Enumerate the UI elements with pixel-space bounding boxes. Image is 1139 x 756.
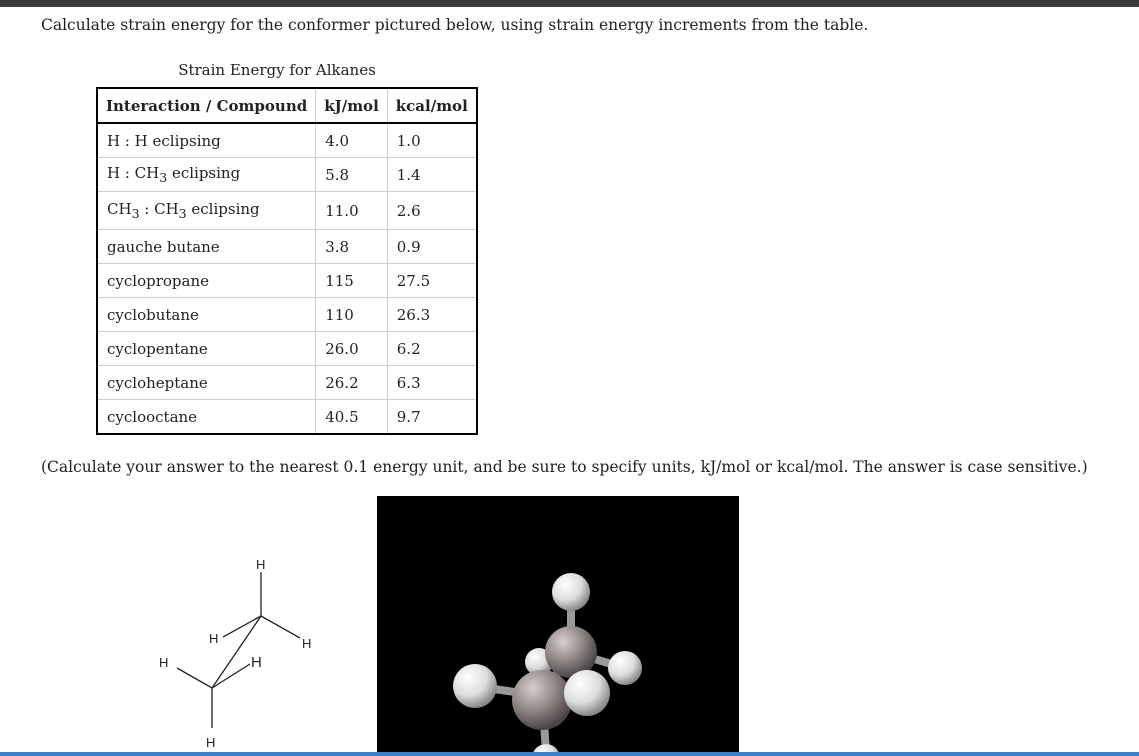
interaction-text: H : CH bbox=[107, 164, 160, 182]
kcal-cell: 26.3 bbox=[387, 298, 477, 332]
interaction-cell: gauche butane bbox=[97, 230, 316, 264]
hydrogen-label: H bbox=[251, 654, 262, 671]
sawhorse-structure bbox=[140, 545, 340, 756]
header-kcal: kcal/mol bbox=[387, 88, 477, 123]
bond bbox=[223, 616, 261, 637]
kj-cell: 26.2 bbox=[316, 366, 388, 400]
table-row bbox=[97, 366, 477, 400]
kj-cell: 26.0 bbox=[316, 332, 388, 366]
hydrogen-label: H bbox=[159, 655, 169, 670]
molecule-3d-viewer[interactable] bbox=[377, 496, 739, 756]
interaction-text: : CH bbox=[139, 200, 179, 218]
interaction-cell: cyclobutane bbox=[97, 298, 316, 332]
table-row bbox=[97, 192, 477, 230]
bond bbox=[177, 668, 212, 688]
kcal-cell: 6.2 bbox=[387, 332, 477, 366]
interaction-cell: cyclopropane bbox=[97, 264, 316, 298]
kcal-cell: 6.3 bbox=[387, 366, 477, 400]
kj-cell: 5.8 bbox=[316, 158, 388, 192]
bond bbox=[212, 664, 250, 688]
hydrogen-label: H bbox=[206, 735, 216, 750]
interaction-cell: cyclopentane bbox=[97, 332, 316, 366]
ethane-ball-and-stick-model bbox=[377, 496, 739, 756]
table-caption: Strain Energy for Alkanes bbox=[178, 61, 376, 79]
kj-cell: 110 bbox=[316, 298, 388, 332]
subscript-3: 3 bbox=[178, 206, 187, 221]
top-toolbar bbox=[0, 0, 1139, 7]
header-kj: kJ/mol bbox=[316, 88, 388, 123]
bond bbox=[212, 616, 261, 688]
hydrogen-atom bbox=[453, 664, 497, 708]
kcal-cell: 0.9 bbox=[387, 230, 477, 264]
interaction-cell: cycloheptane bbox=[97, 366, 316, 400]
interaction-cell bbox=[97, 192, 316, 230]
hydrogen-label: H bbox=[209, 631, 219, 646]
kcal-cell: 2.6 bbox=[387, 192, 477, 230]
table-row bbox=[97, 332, 477, 366]
hydrogen-atom bbox=[608, 651, 642, 685]
kcal-cell: 1.4 bbox=[387, 158, 477, 192]
carbon-atom bbox=[512, 670, 572, 730]
question-text: Calculate strain energy for the conformer pictured below, using strain energy increments from the table. bbox=[41, 16, 869, 34]
table-row bbox=[97, 230, 477, 264]
strain-energy-table bbox=[96, 87, 478, 435]
table-row bbox=[97, 158, 477, 192]
kj-cell: 115 bbox=[316, 264, 388, 298]
kcal-cell: 27.5 bbox=[387, 264, 477, 298]
hydrogen-label: H bbox=[256, 557, 266, 572]
interaction-cell: cyclooctane bbox=[97, 400, 316, 435]
table-header-row bbox=[97, 88, 477, 123]
kj-cell: 4.0 bbox=[316, 123, 388, 158]
table-row bbox=[97, 298, 477, 332]
table-row bbox=[97, 400, 477, 435]
hydrogen-label: H bbox=[302, 636, 312, 651]
kj-cell: 3.8 bbox=[316, 230, 388, 264]
instruction-note: (Calculate your answer to the nearest 0.1 energy unit, and be sure to specify units, kJ/mol or kcal/mol. The answer is case sensitive.) bbox=[41, 458, 1088, 476]
subscript-3: 3 bbox=[131, 206, 140, 221]
interaction-cell bbox=[97, 158, 316, 192]
hydrogen-atom bbox=[564, 670, 610, 716]
hydrogen-atom bbox=[552, 573, 590, 611]
kcal-cell: 9.7 bbox=[387, 400, 477, 435]
kcal-cell: 1.0 bbox=[387, 123, 477, 158]
table-row bbox=[97, 123, 477, 158]
kj-cell: 11.0 bbox=[316, 192, 388, 230]
bottom-bar bbox=[0, 752, 1139, 756]
subscript-3: 3 bbox=[159, 170, 168, 185]
bond bbox=[261, 616, 300, 638]
header-interaction: Interaction / Compound bbox=[97, 88, 316, 123]
kj-cell: 40.5 bbox=[316, 400, 388, 435]
interaction-text: eclipsing bbox=[167, 164, 241, 182]
interaction-text: CH bbox=[107, 200, 132, 218]
interaction-cell: H : H eclipsing bbox=[97, 123, 316, 158]
table-row bbox=[97, 264, 477, 298]
interaction-text: eclipsing bbox=[186, 200, 260, 218]
